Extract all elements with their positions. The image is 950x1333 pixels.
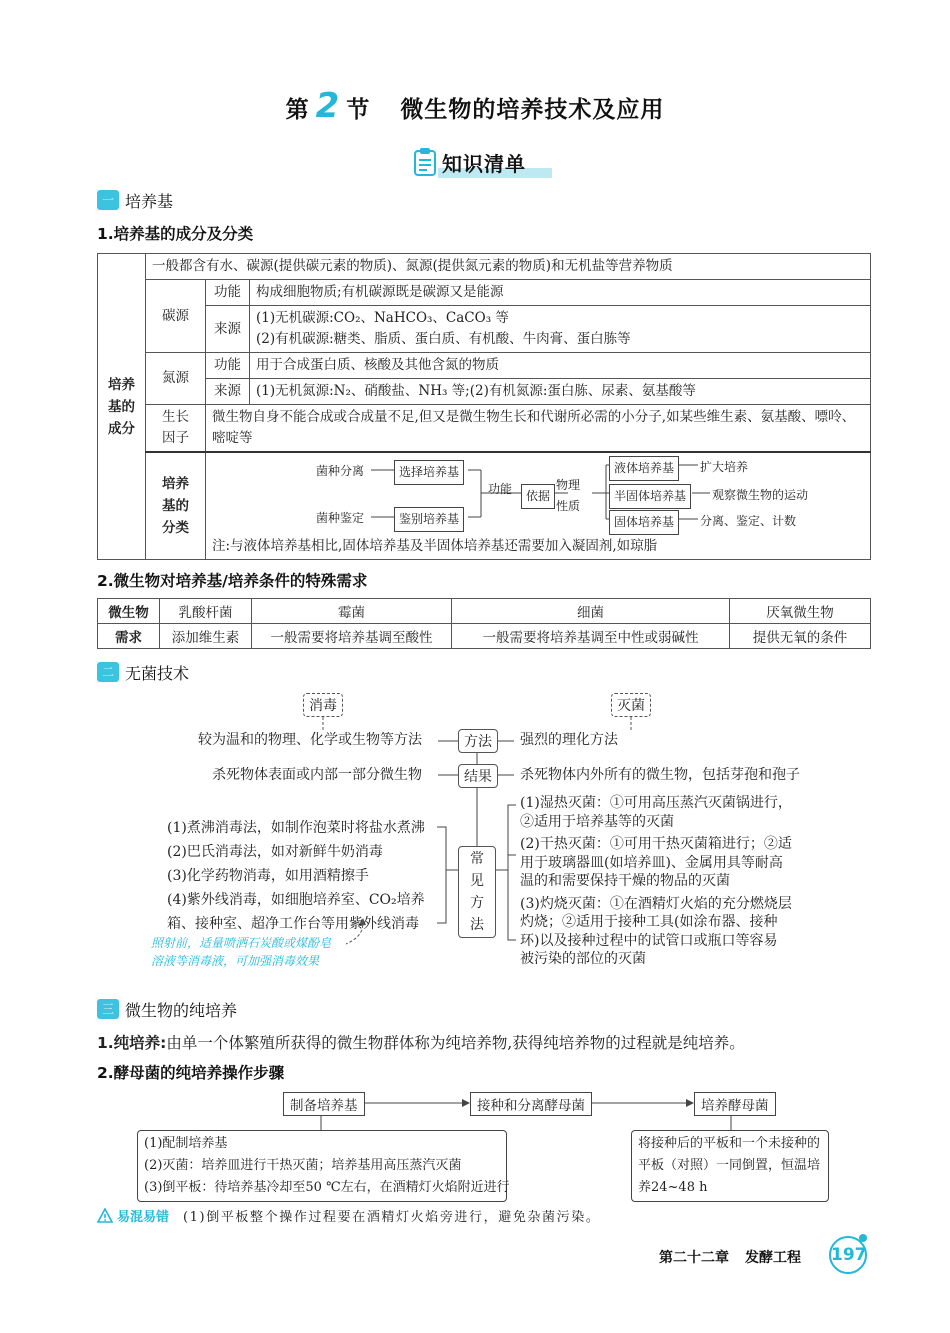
needs-col: 细菌	[452, 599, 730, 624]
page-title	[0, 86, 950, 126]
warning-icon	[97, 1208, 113, 1223]
needs-col: 霉菌	[252, 599, 452, 624]
culture-detail-item: 平板（对照）一同倒置，恒温培	[638, 1158, 821, 1173]
observe-motion: 观察微生物的运动	[712, 488, 809, 502]
needs-table	[97, 598, 871, 649]
composition-label: 培养基的成分	[98, 254, 146, 560]
mistake-text: (1)倒平板整个操作过程要在酒精灯火焰旁进行，避免杂菌污染。	[183, 1210, 601, 1225]
needs-val: 添加维生素	[160, 624, 252, 649]
subheading-composition: 1.培养基的成分及分类	[97, 225, 254, 243]
uv-note: 照射前，适量喷洒石炭酸或煤酚皂	[151, 936, 332, 950]
section-title: 微生物的培养技术及应用	[400, 97, 665, 123]
medium-note: 注:与液体培养基相比,固体培养基及半固体培养基还需要加入凝固剂,如琼脂	[212, 538, 658, 554]
title-suffix: 节	[346, 97, 371, 123]
step-culture: 培养酵母菌	[694, 1092, 776, 1116]
needs-val: 提供无氧的条件	[730, 624, 871, 649]
differential-medium: 鉴别培养基	[394, 507, 464, 532]
physical-label: 物理	[556, 478, 581, 492]
strain-isolation: 菌种分离	[316, 464, 365, 478]
src-label: 来源	[206, 379, 250, 405]
section-heading-text: 微生物的纯培养	[125, 1000, 238, 1020]
needs-val: 一般需要将培养基调至酸性	[252, 624, 452, 649]
sterilize-item: 用于玻璃器皿(如培养皿)、金属用具等耐高	[520, 854, 783, 871]
section-badge: 一	[97, 190, 119, 210]
prepare-details	[137, 1130, 510, 1202]
prepare-detail-item: (2)灭菌：培养皿进行干热灭菌；培养基用高压蒸汽灭菌	[144, 1158, 462, 1173]
solid-medium: 固体培养基	[609, 510, 679, 535]
needs-val: 一般需要将培养基调至中性或弱碱性	[452, 624, 730, 649]
func-label: 功能	[206, 353, 250, 379]
needs-header-need: 需求	[98, 624, 160, 649]
medium-table	[97, 253, 871, 560]
section-heading-3	[97, 998, 237, 1020]
disinfection-label: 消毒	[303, 693, 343, 717]
footer-chapter: 第二十二章 发酵工程	[659, 1250, 801, 1266]
section-heading-2	[97, 661, 189, 683]
basis-label: 依据	[521, 484, 555, 509]
sterilize-item: (3)灼烧灭菌：①在酒精灯火焰的充分燃烧层	[520, 895, 792, 912]
result-box: 结果	[458, 764, 498, 788]
sterilize-result: 杀死物体内外所有的微生物，包括芽孢和孢子	[520, 767, 800, 783]
page-dot	[859, 1234, 867, 1242]
page-number: 197	[829, 1236, 867, 1274]
semisolid-medium: 半固体培养基	[609, 484, 691, 509]
general-row: 一般都含有水、碳源(提供碳元素的物质)、氮源(提供氮元素的物质)和无机盐等营养物质	[146, 254, 871, 280]
liquid-medium: 液体培养基	[609, 456, 679, 481]
disinfect-item: (3)化学药物消毒，如用酒精擦手	[167, 868, 369, 884]
common-methods-box: 常见方法	[458, 846, 496, 938]
clipboard-icon	[412, 147, 440, 177]
carbon-source: (1)无机碳源:CO₂、NaHCO₃、CaCO₃ 等 (2)有机碳源:糖类、脂质、蛋白质、有机酸、牛肉膏、蛋白胨等	[250, 306, 871, 353]
step-prepare-medium: 制备培养基	[283, 1092, 365, 1116]
disinfect-list	[167, 816, 425, 936]
section-heading-text: 培养基	[125, 191, 174, 211]
uv-note: 溶液等消毒液，可加强消毒效果	[151, 954, 320, 968]
sterilize-item: ②适用于培养基等的灭菌	[520, 813, 674, 830]
disinfect-result: 杀死物体表面或内部一部分微生物	[212, 767, 422, 783]
common-mistake	[97, 1206, 600, 1225]
title-prefix: 第	[285, 97, 310, 123]
step-inoculate: 接种和分离酵母菌	[470, 1092, 592, 1116]
sterilize-item: (1)湿热灭菌：①可用高压蒸汽灭菌锅进行，	[520, 795, 792, 811]
carbon-function: 构成细胞物质;有机碳源既是碳源又是能源	[250, 280, 871, 306]
disinfect-method: 较为温和的物理、化学或生物等方法	[198, 732, 422, 748]
class-diagram	[206, 452, 871, 560]
function-label: 功能	[488, 482, 513, 496]
disinfect-item: 箱、接种室、超净工作台等用紫外线消毒	[167, 916, 419, 932]
sterilize-item: 被污染的部位的灭菌	[520, 951, 646, 967]
selective-medium: 选择培养基	[394, 460, 464, 485]
property-label: 性质	[556, 499, 581, 513]
needs-col: 乳酸杆菌	[160, 599, 252, 624]
nitrogen-label: 氮源	[146, 353, 206, 405]
section-badge: 三	[97, 999, 119, 1019]
mistake-title: 易混易错	[117, 1210, 170, 1225]
section-heading-1	[97, 189, 173, 211]
section-badge: 二	[97, 662, 119, 682]
nitrogen-source: (1)无机氮源:N₂、硝酸盐、NH₃ 等;(2)有机氮源:蛋白胨、尿素、氨基酸等	[250, 379, 871, 405]
section-number: 2	[315, 86, 341, 126]
class-label: 培养基的分类	[146, 452, 206, 560]
pure-culture-def: 1.纯培养:由单一个体繁殖所获得的微生物群体称为纯培养物,获得纯培养物的过程就是纯培养。	[97, 1034, 745, 1052]
sterilize-item: (2)干热灭菌：①可用干热灭菌箱进行；②适	[520, 836, 792, 852]
subheading-yeast: 2.酵母菌的纯培养操作步骤	[97, 1064, 285, 1082]
prepare-detail-item: (3)倒平板：待培养基冷却至50 ℃左右，在酒精灯火焰附近进行	[144, 1180, 510, 1195]
sterilize-item: 灼烧；②适用于接种工具(如涂布器、接种	[520, 914, 778, 930]
needs-col: 厌氧微生物	[730, 599, 871, 624]
sterilization-label: 灭菌	[611, 693, 651, 717]
disinfect-item: (2)巴氏消毒法，如对新鲜牛奶消毒	[167, 844, 383, 860]
needs-header-microbe: 微生物	[98, 599, 160, 624]
growth-label: 生长因子	[146, 405, 206, 453]
method-box: 方法	[458, 729, 498, 753]
prepare-detail-item: (1)配制培养基	[144, 1136, 228, 1151]
knowledge-heading	[412, 144, 552, 180]
carbon-label: 碳源	[146, 280, 206, 353]
subheading-needs: 2.微生物对培养基/培养条件的特殊需求	[97, 572, 368, 590]
src-label: 来源	[206, 306, 250, 353]
sterilize-method: 强烈的理化方法	[520, 732, 618, 748]
func-label: 功能	[206, 280, 250, 306]
culture-details	[631, 1130, 829, 1202]
sterilize-list	[520, 794, 792, 969]
section-heading-text: 无菌技术	[125, 663, 190, 683]
culture-detail-item: 养24~48 h	[638, 1180, 708, 1195]
culture-detail-item: 将接种后的平板和一个未接种的	[638, 1136, 821, 1151]
strain-identification: 菌种鉴定	[316, 511, 365, 525]
disinfect-item: (1)煮沸消毒法，如制作泡菜时将盐水煮沸	[167, 820, 425, 836]
expand-culture: 扩大培养	[700, 460, 749, 474]
sterilize-item: 温的和需要保持干燥的物品的灭菌	[520, 873, 730, 889]
growth-desc: 微生物自身不能合成或合成量不足,但又是微生物生长和代谢所必需的小分子,如某些维生素、氨基酸、嘌呤、嘧啶等	[206, 405, 871, 453]
knowledge-label: 知识清单	[442, 152, 526, 176]
disinfect-item: (4)紫外线消毒，如细胞培养室、CO₂培养	[167, 892, 425, 908]
separate-identify-count: 分离、鉴定、计数	[700, 514, 797, 528]
sterilize-item: 环)以及接种过程中的试管口或瓶口等容易	[520, 932, 778, 949]
nitrogen-function: 用于合成蛋白质、核酸及其他含氮的物质	[250, 353, 871, 379]
